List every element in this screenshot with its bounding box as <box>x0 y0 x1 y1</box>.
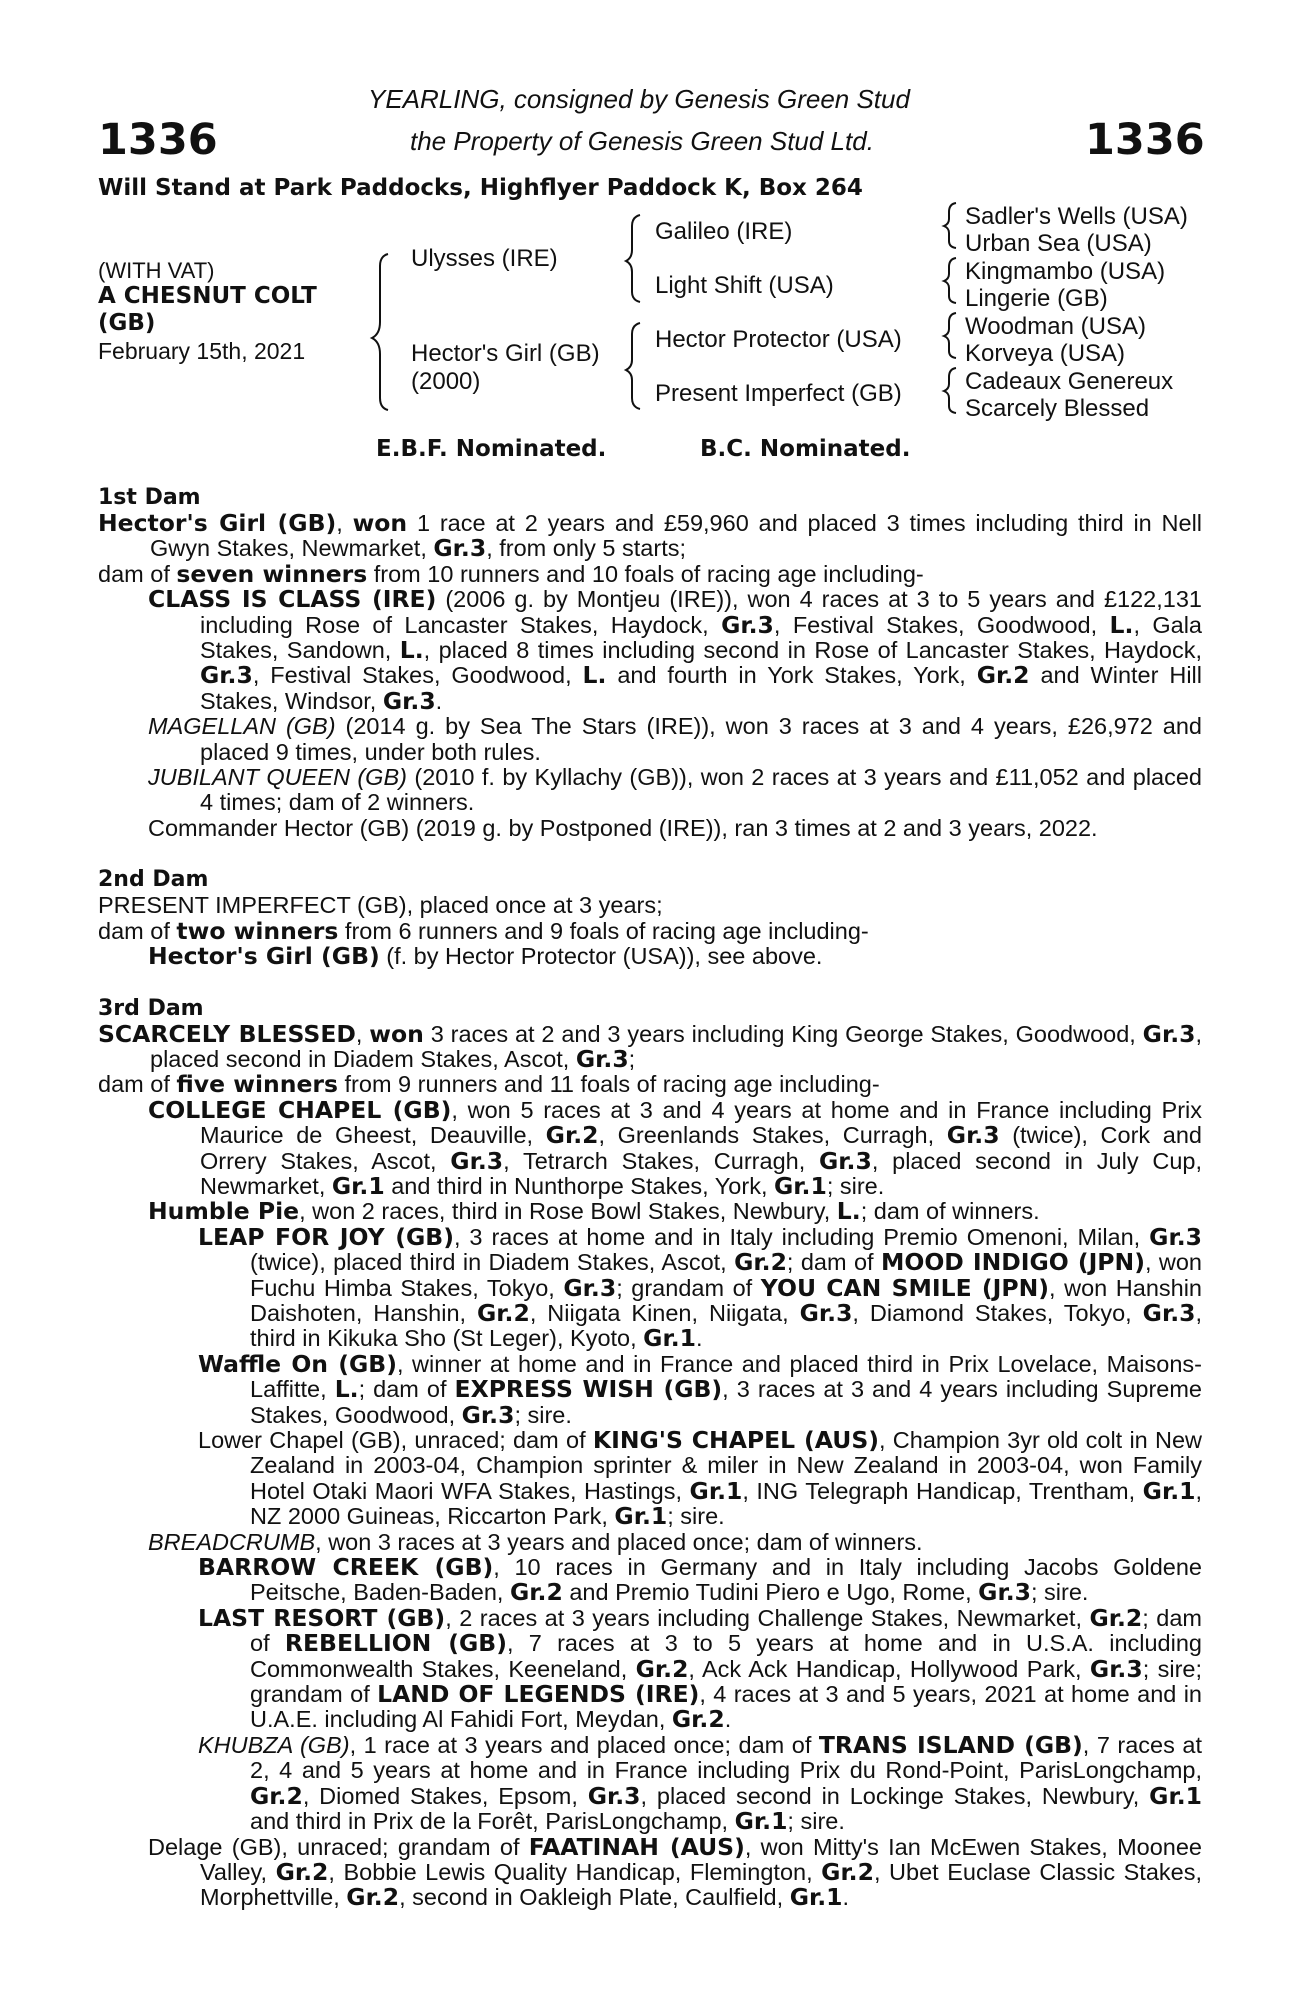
gg-ssd: Urban Sea (USA) <box>965 230 1152 257</box>
gg-sdd: Lingerie (GB) <box>965 285 1108 312</box>
sire-sire: Galileo (IRE) <box>655 218 793 245</box>
second-dam-record: PRESENT IMPERFECT (GB), placed once at 3 years; <box>98 892 663 919</box>
progeny-lower-chapel: Lower Chapel (GB), unraced; dam of KING'S CHAPEL (AUS), Champion 3yr old colt in New Zealand in 2003-04, Champion sprinter & miler in New Zealand in 2003-04, won Family Hotel Otaki Maori WFA Stakes, Hastings, Gr.1, ING Telegraph Handicap, Trentham, Gr.1, NZ 2000 Guineas, Riccarton Park, Gr.1; sire. <box>198 1426 1203 1531</box>
second-dam-produce: dam of two winners from 6 runners and 9 foals of racing age including- <box>98 916 869 945</box>
property-line: the Property of Genesis Green Stud Ltd. <box>410 126 874 156</box>
dam-name: Hector's Girl (GB) <box>98 509 337 537</box>
horse-name: A CHESNUT COLT <box>98 283 317 309</box>
dam-dam: Present Imperfect (GB) <box>655 380 902 407</box>
dam-sire: Hector Protector (USA) <box>655 326 902 353</box>
second-dam-heading: 2nd Dam <box>98 867 209 893</box>
sire-dam: Light Shift (USA) <box>655 272 834 299</box>
consignor-line: YEARLING, consigned by Genesis Green Stud <box>368 84 910 114</box>
first-dam-produce: dam of seven winners from 10 runners and 10 foals of racing age including- <box>98 559 924 588</box>
progeny-humble-pie: Humble Pie, won 2 races, third in Rose Bowl Stakes, Newbury, L.; dam of winners. <box>148 1197 1040 1226</box>
catalogue-body <box>98 485 1202 1911</box>
progeny-class-is-class: CLASS IS CLASS (IRE) (2006 g. by Montjeu (IRE)), won 4 races at 3 to 5 years and £122,131 including Rose of Lancaster Stakes, Haydock, Gr.3, Festival Stakes, Goodwood, L., Gala Stakes, Sandown, L., placed 8 times including second in Rose of Lancaster Stakes, Haydock, Gr.3, Festival Stakes, Goodwood, L. and fourth in York Stakes, York, Gr.2 and Winter Hill Stakes, Windsor, Gr.3. <box>148 585 1203 715</box>
third-dam-record: SCARCELY BLESSED, won 3 races at 2 and 3 years including King George Stakes, Goodwood, Gr.3, placed second in Diadem Stakes, Ascot, Gr.3; <box>98 1019 1203 1073</box>
dam-year: (2000) <box>411 368 481 395</box>
third-dam-produce: dam of five winners from 9 runners and 11 foals of racing age including- <box>98 1070 880 1099</box>
gg-dsd: Korveya (USA) <box>965 340 1126 367</box>
progeny-khubza: KHUBZA (GB), 1 race at 3 years and placed once; dam of TRANS ISLAND (GB), 7 races at 2, 4 and 5 years at home and in France including Prix du Rond-Point, ParisLongchamp, Gr.2, Diomed Stakes, Epsom, Gr.3, placed second in Lockinge Stakes, Newbury, Gr.1 and third in Prix de la Forêt, ParisLongchamp, Gr.1; sire. <box>198 1730 1202 1836</box>
vat-label: (WITH VAT) <box>98 258 215 283</box>
progeny-last-resort: LAST RESORT (GB), 2 races at 3 years including Challenge Stakes, Newmarket, Gr.2; dam of REBELLION (GB), 7 races at 3 to 5 years at home and in U.S.A. including Commonwealth Stakes, Keeneland, Gr.2, Ack Ack Handicap, Hollywood Park, Gr.3; sire; grandam of LAND OF LEGENDS (IRE), 4 races at 3 and 5 years, 2021 at home and in U.A.E. including Al Fahidi Fort, Meydan, Gr.2. <box>198 1603 1203 1734</box>
progeny-jubilant-queen: JUBILANT QUEEN (GB) (2010 f. by Kyllachy (GB)), won 2 races at 3 years and £11,052 and placed 4 times; dam of 2 winners. <box>148 764 1202 816</box>
foaling-date: February 15th, 2021 <box>98 338 306 364</box>
sire-name: Ulysses (IRE) <box>411 245 558 272</box>
gg-sss: Sadler's Wells (USA) <box>965 203 1188 230</box>
stand-location: Will Stand at Park Paddocks, Highflyer Paddock K, Box 264 <box>98 175 863 201</box>
first-dam-heading: 1st Dam <box>98 485 201 510</box>
progeny-magellan: MAGELLAN (GB) (2014 g. by Sea The Stars (IRE)), won 3 races at 3 and 4 years, £26,972 and placed 9 times, under both rules. <box>148 713 1203 765</box>
ebf-nomination: E.B.F. Nominated. <box>376 436 607 462</box>
progeny-barrow-creek: BARROW CREEK (GB), 10 races in Germany and in Italy including Jacobs Goldene Peitsche, Baden-Baden, Gr.2 and Premio Tudini Piero e Ugo, Rome, Gr.3; sire. <box>198 1553 1203 1607</box>
gg-sds: Kingmambo (USA) <box>965 258 1166 285</box>
lot-number-left: 1336 <box>98 115 218 165</box>
bc-nomination: B.C. Nominated. <box>700 436 911 462</box>
first-dam-record: Hector's Girl (GB), won 1 race at 2 years and £59,960 and placed 3 times including third in Nell Gwyn Stakes, Newmarket, Gr.3, from only 5 starts; <box>98 509 1203 563</box>
won-label: won <box>352 509 408 537</box>
gg-dds: Cadeaux Genereux <box>965 368 1174 395</box>
progeny-breadcrumb: BREADCRUMB, won 3 races at 3 years and placed once; dam of winners. <box>148 1528 923 1555</box>
progeny-commander-hector: Commander Hector (GB) (2019 g. by Postponed (IRE)), ran 3 times at 2 and 3 years, 2022. <box>148 814 1098 841</box>
horse-country: (GB) <box>98 310 156 336</box>
gg-ddd: Scarcely Blessed <box>965 395 1150 422</box>
third-dam-heading: 3rd Dam <box>98 995 204 1021</box>
progeny-hectors-girl: Hector's Girl (GB) (f. by Hector Protector (USA)), see above. <box>148 942 823 971</box>
progeny-college-chapel: COLLEGE CHAPEL (GB), won 5 races at 3 and 4 years at home and in France including Prix Maurice de Gheest, Deauville, Gr.2, Greenlands Stakes, Curragh, Gr.3 (twice), Cork and Orrery Stakes, Ascot, Gr.3, Tetrarch Stakes, Curragh, Gr.3, placed second in July Cup, Newmarket, Gr.1 and third in Nunthorpe Stakes, York, Gr.1; sire. <box>148 1095 1203 1200</box>
gg-dss: Woodman (USA) <box>965 313 1146 340</box>
lot-number-right: 1336 <box>1085 115 1205 165</box>
progeny-delage: Delage (GB), unraced; grandam of FAATINAH (AUS), won Mitty's Ian McEwen Stakes, Moonee Valley, Gr.2, Bobbie Lewis Quality Handicap, Flemington, Gr.2, Ubet Euclase Classic Stakes, Morphettville, Gr.2, second in Oakleigh Plate, Caulfield, Gr.1. <box>148 1832 1202 1912</box>
dam-name: Hector's Girl (GB) <box>411 340 600 367</box>
progeny-waffle-on: Waffle On (GB), winner at home and in France and placed third in Prix Lovelace, Maisons-Laffitte, L.; dam of EXPRESS WISH (GB), 3 races at 3 and 4 years including Supreme Stakes, Goodwood, Gr.3; sire. <box>198 1349 1203 1429</box>
progeny-leap-for-joy: LEAP FOR JOY (GB), 3 races at home and in Italy including Premio Omenoni, Milan, Gr.3 (twice), placed third in Diadem Stakes, Ascot, Gr.2; dam of MOOD INDIGO (JPN), won Fuchu Himba Stakes, Tokyo, Gr.3; grandam of YOU CAN SMILE (JPN), won Hanshin Daishoten, Hanshin, Gr.2, Niigata Kinen, Niigata, Gr.3, Diamond Stakes, Tokyo, Gr.3, third in Kikuka Sho (St Leger), Kyoto, Gr.1. <box>198 1222 1203 1353</box>
